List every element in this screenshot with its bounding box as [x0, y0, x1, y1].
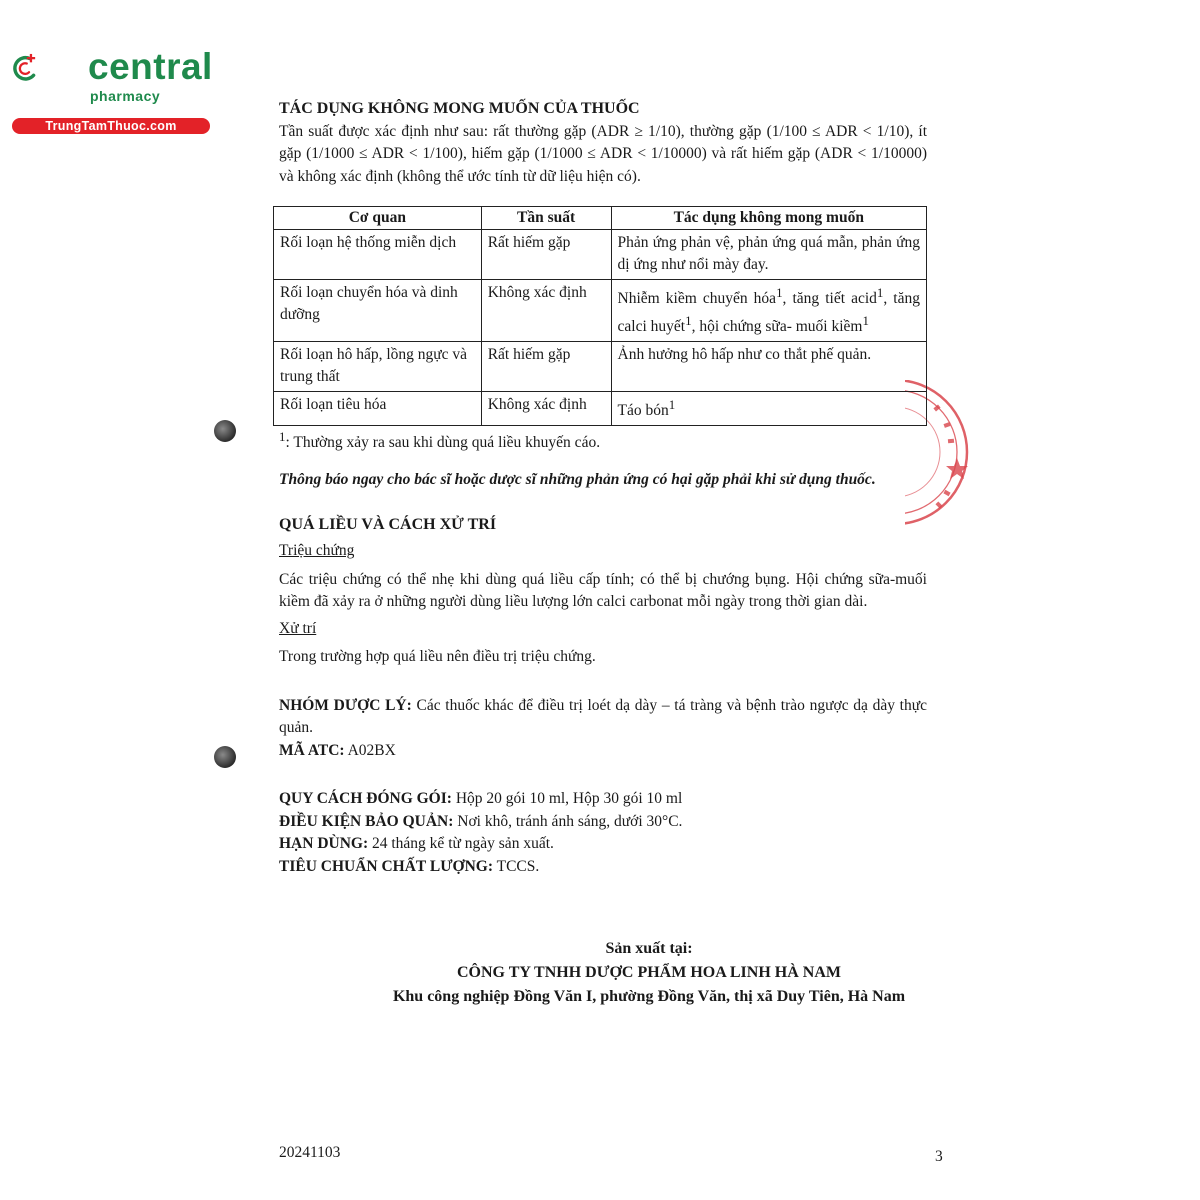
- document-body: [279, 98, 927, 878]
- effect-cell: Táo bón$^1$: [611, 392, 926, 426]
- adr-table: [273, 206, 927, 426]
- table-row: [274, 392, 927, 426]
- atc-code: MÃ ATC: A02BX: [279, 741, 396, 759]
- document-code: 20241103: [279, 1144, 341, 1161]
- spec-expiry: HẠN DÙNG: 24 tháng kể từ ngày sản xuất.: [279, 835, 554, 853]
- effect-cell: Nhiễm kiềm chuyển hóa$^1$, tăng tiết acid$^1$, tăng calci huyết$^1$, hội chứng sữa- muối kiềm$^1$: [611, 280, 926, 342]
- spec-storage: ĐIỀU KIỆN BẢO QUẢN: Nơi khô, tránh ánh sáng, dưới 30°C.: [279, 812, 683, 830]
- table-row: [274, 342, 927, 392]
- table-row: [274, 280, 927, 342]
- punch-hole-icon: [214, 746, 236, 768]
- spec-packaging: QUY CÁCH ĐÓNG GÓI: Hộp 20 gói 10 ml, Hộp 30 gói 10 ml: [279, 790, 683, 808]
- manufacturer-name: CÔNG TY TNHH DƯỢC PHẨM HOA LINH HÀ NAM: [456, 964, 841, 981]
- page-number: 3: [935, 1148, 943, 1165]
- manufacturer-address: Khu công nghiệp Đồng Văn I, phường Đồng Văn, thị xã Duy Tiên, Hà Nam: [392, 988, 906, 1005]
- treatment-label: Xử trí: [279, 619, 317, 637]
- pharma-group: NHÓM DƯỢC LÝ: Các thuốc khác để điều trị loét dạ dày – tá tràng và bệnh trào ngược dạ dày thực quản.: [279, 696, 927, 737]
- adr-intro: Tần suất được xác định như sau: rất thường gặp (ADR ≥ 1/10), thường gặp (1/100 ≤ ADR < 1/10), ít gặp (1/1000 ≤ ADR < 1/100), hiếm gặp (1/1000 ≤ ADR < 1/10000) và rất hiếm gặp (ADR < 1/10000) và không xác định (không thể ước tính từ dữ liệu hiện có).: [279, 122, 927, 185]
- adr-heading: TÁC DỤNG KHÔNG MONG MUỐN CỦA THUỐC: [279, 100, 640, 117]
- organ-cell: Rối loạn hệ thống miễn dịch: [274, 230, 482, 280]
- symptoms-text: Các triệu chứng có thể nhẹ khi dùng quá liều cấp tính; có thể bị chướng bụng. Hội chứng sữa-muối kiềm đã xảy ra ở những người dùng liều lượng lớn calci carbonat mỗi ngày trong thời gian dài.: [279, 570, 927, 611]
- frequency-cell: Không xác định: [481, 280, 611, 342]
- logo-brand: central: [88, 46, 213, 87]
- pharma-group-section: [279, 695, 927, 763]
- treatment-text: Trong trường hợp quá liều nên điều trị triệu chứng.: [279, 648, 596, 666]
- logo-subtitle: pharmacy: [90, 88, 161, 104]
- overdose-heading: QUÁ LIỀU VÀ CÁCH XỬ TRÍ: [279, 515, 497, 533]
- header-organ: Cơ quan: [274, 207, 482, 230]
- frequency-cell: Không xác định: [481, 392, 611, 426]
- header-effect: Tác dụng không mong muốn: [611, 207, 926, 230]
- frequency-cell: Rất hiếm gặp: [481, 342, 611, 392]
- table-header-row: [274, 207, 927, 230]
- table-row: [274, 230, 927, 280]
- manufacturer-block: [279, 937, 1019, 1009]
- organ-cell: Rối loạn hô hấp, lồng ngực và trung thất: [274, 342, 482, 392]
- organ-cell: Rối loạn tiêu hóa: [274, 392, 482, 426]
- manufacturer-label: Sản xuất tại:: [605, 940, 693, 957]
- specs-section: [279, 788, 927, 878]
- warning-text: Thông báo ngay cho bác sĩ hoặc dược sĩ những phản ứng có hại gặp phải khi sử dụng thuốc.: [279, 471, 876, 489]
- logo-url-badge[interactable]: TrungTamThuoc.com: [12, 118, 210, 134]
- spec-quality: TIÊU CHUẨN CHẤT LƯỢNG: TCCS.: [279, 857, 540, 875]
- header-frequency: Tần suất: [481, 207, 611, 230]
- symptoms-label: Triệu chứng: [279, 542, 355, 560]
- central-pharmacy-logo-icon: [10, 38, 90, 108]
- overdose-section: [279, 514, 927, 669]
- punch-hole-icon: [214, 420, 236, 442]
- frequency-cell: Rất hiếm gặp: [481, 230, 611, 280]
- organ-cell: Rối loạn chuyển hóa và dinh dưỡng: [274, 280, 482, 342]
- effect-cell: Ảnh hưởng hô hấp như co thắt phế quản.: [611, 342, 926, 392]
- table-footnote: $^1$: Thường xảy ra sau khi dùng quá liều khuyến cáo.: [279, 429, 601, 452]
- effect-cell: Phản ứng phản vệ, phản ứng quá mẫn, phản ứng dị ứng như nổi mày đay.: [611, 230, 926, 280]
